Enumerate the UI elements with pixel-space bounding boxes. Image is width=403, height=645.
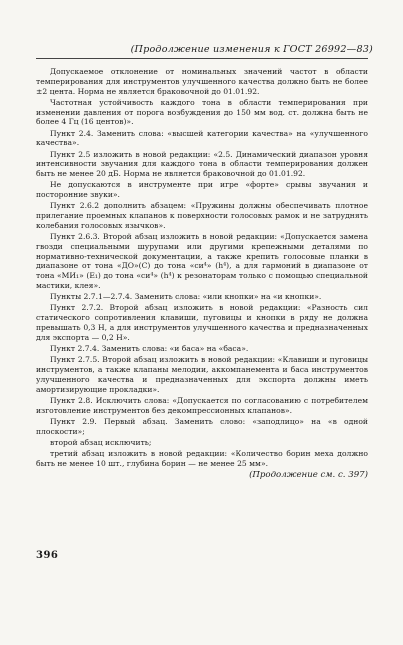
paragraph: Допускаемое отклонение от номинальных значений частот в области темперирования для инструментов улучшенного качества должно быть не более ±2 цента. Норма не является браковочной до 01.01.92. [36, 67, 368, 96]
paragraph: Пункт 2.7.5. Второй абзац изложить в новой редакции: «Клавиши и пуговицы инструментов, а также клапаны мелодии, аккомпанемента и баса инструментов улучшенного качества и предназначенных для экспорта должны иметь амортизирующие прокладки». [36, 355, 368, 394]
header-rule [36, 58, 368, 59]
paragraph: Пункт 2.6.3. Второй абзац изложить в новой редакции: «Допускается замена гвозди специальными шурупами или другими крепежными деталями по нормативно-технической документации, а также крепить голосовые планки в диапазоне от тона «ДО»(С) до тона «си⁴» (h⁴), а для гармоний в диапазоне от тона «МИ₁» (E₁) до тона «си⁴» (h⁴) к резонаторам только с помощью специальной мастики, клея». [36, 232, 368, 291]
paragraph: Пункт 2.7.2. Второй абзац изложить в новой редакции: «Разность сил статического сопротивления клавиши, пуговицы и кнопки в ряду не должна превышать 0,3 Н, а для инструментов улучшенного качества и предназначенных для экспорта — 0,2 Н». [36, 303, 368, 342]
running-header: (Продолжение изменения к ГОСТ 26992—83) [130, 44, 373, 55]
paragraph: Не допускаются в инструменте при игре «форте» срывы звучания и посторонние звуки». [36, 180, 368, 200]
paragraph: третий абзац изложить в новой редакции: «Количество борин меха должно быть не менее 10 шт., глубина борин — не менее 25 мм». [36, 448, 368, 468]
paragraph: Пункт 2.4. Заменить слова: «высшей категории качества» на «улучшенного качества». [36, 128, 368, 148]
document-body [36, 67, 368, 480]
paragraph: Пункт 2.9. Первый абзац. Заменить слово: «заподлицо» на «в одной плоскости»; [36, 416, 368, 436]
paragraph: Пункт 2.7.4. Заменить слова: «и баса» на «баса». [50, 344, 249, 354]
page-number: 396 [36, 550, 59, 561]
paragraph: Пункты 2.7.1—2.7.4. Заменить слова: «или кнопки» на «и кнопки». [50, 292, 322, 302]
paragraph: Пункт 2.5 изложить в новой редакции: «2.5. Динамический диапазон уровня интенсивности звучания для каждого тона в области темперирования должен быть не менее 20 дБ. Норма не является браковочной до 01.01.92. [36, 149, 368, 179]
paragraph: Пункт 2.6.2 дополнить абзацем: «Пружины должны обеспечивать плотное прилегание проемных клапанов к поверхности голосовых рамок и не затруднять колебания голосовых язычков». [36, 201, 368, 230]
paragraph: Частотная устойчивость каждого тона в области темперирования при изменении давления от порога возбуждения до 150 мм вод. ст. должна быть не более 4 Гц (16 центов)». [36, 97, 368, 127]
paragraph: Пункт 2.8. Исключить слова: «Допускается по согласованию с потребителем изготовление инструментов без декомпрессионных клапанов». [36, 395, 368, 415]
continuation-note: (Продолжение см. с. 397) [249, 469, 368, 480]
paragraph: второй абзац исключить; [50, 437, 152, 447]
